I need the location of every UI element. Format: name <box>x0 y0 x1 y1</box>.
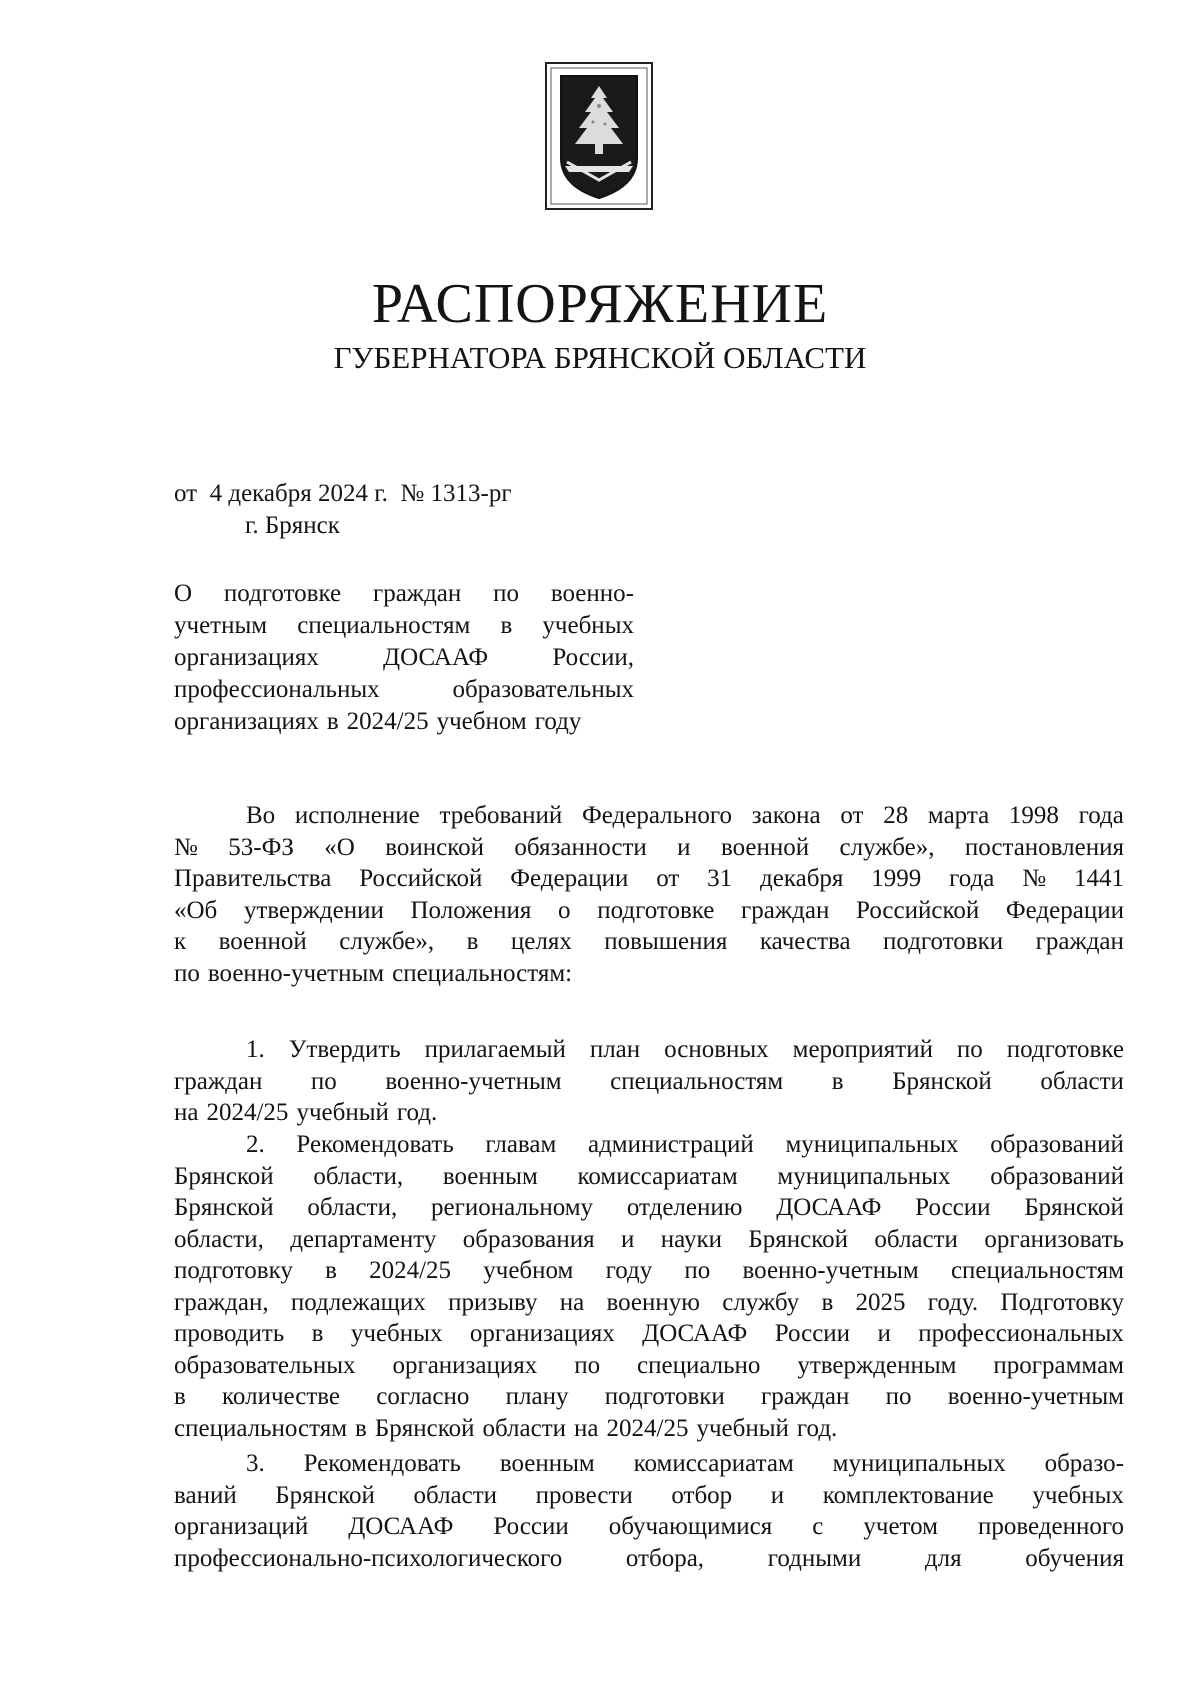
subject-line: организациях ДОСААФ России, <box>174 644 634 671</box>
item-1-paragraph <box>174 1034 1124 1129</box>
subject-line: учетным специальностям в учебных <box>174 612 634 639</box>
preamble-paragraph <box>174 800 1124 989</box>
preamble-line: «Об утверждении Положения о подготовке граждан Российской Федерации <box>174 896 1124 924</box>
item-line: ваний Брянской области провести отбор и комплектование учебных <box>174 1481 1124 1509</box>
item-line: 2. Рекомендовать главам администраций муниципальных образований <box>246 1131 1124 1158</box>
subject-block <box>174 578 634 738</box>
preamble-line: к военной службе», в целях повышения качества подготовки граждан <box>174 928 1124 955</box>
city-line: г. Брянск <box>245 512 340 539</box>
item-line: граждан по военно-учетным специальностям в Брянской области <box>174 1067 1124 1095</box>
document-title: РАСПОРЯЖЕНИЕ <box>371 273 829 335</box>
document-subtitle: ГУБЕРНАТОРА БРЯНСКОЙ ОБЛАСТИ <box>333 340 867 375</box>
item-line: 3. Рекомендовать военным комиссариатам муниципальных образо- <box>246 1450 1124 1477</box>
preamble-line: Во исполнение требований Федерального закона от 28 марта 1998 года <box>246 802 1124 829</box>
preamble-line: по военно-учетным специальностям: <box>174 959 573 987</box>
item-line: проводить в учебных организациях ДОСААФ России и профессиональных <box>174 1320 1124 1347</box>
preamble-line: № 53-ФЗ «О воинской обязанности и военной службе», постановления <box>174 833 1124 861</box>
preamble-line: Правительства Российской Федерации от 31 декабря 1999 года № 1441 <box>174 865 1124 892</box>
item-line: профессионально-психологического отбора, годными для обучения <box>174 1544 1124 1572</box>
subject-line: организациях в 2024/25 учебном году <box>174 708 582 735</box>
date-number-line: от 4 декабря 2024 г. № 1313-рг <box>174 480 512 507</box>
item-line: специальностям в Брянской области на 2024/25 учебный год. <box>174 1414 838 1442</box>
item-line: Брянской области, военным комиссариатам муниципальных образований <box>174 1162 1124 1190</box>
item-line: области, департаменту образования и науки Брянской области организовать <box>174 1225 1124 1253</box>
item-line: подготовку в 2024/25 учебном году по военно-учетным специальностям <box>174 1257 1124 1284</box>
subject-line: О подготовке граждан по военно- <box>174 580 634 607</box>
item-2-paragraph <box>174 1129 1124 1444</box>
item-line: в количестве согласно плану подготовки граждан по военно-учетным <box>174 1383 1124 1410</box>
item-line: граждан, подлежащих призыву на военную службу в 2025 году. Подготовку <box>174 1288 1124 1316</box>
item-line: образовательных организациях по специально утвержденным программам <box>174 1351 1124 1379</box>
item-line: 1. Утвердить прилагаемый план основных мероприятий по подготовке <box>246 1036 1124 1063</box>
item-line: организаций ДОСААФ России обучающимися с учетом проведенного <box>174 1513 1124 1540</box>
item-3-paragraph <box>174 1448 1124 1574</box>
item-line: на 2024/25 учебный год. <box>174 1099 438 1126</box>
item-line: Брянской области, региональному отделению ДОСААФ России Брянской <box>174 1194 1124 1221</box>
coat-of-arms-emblem <box>545 62 653 210</box>
subject-line: профессиональных образовательных <box>174 676 634 703</box>
